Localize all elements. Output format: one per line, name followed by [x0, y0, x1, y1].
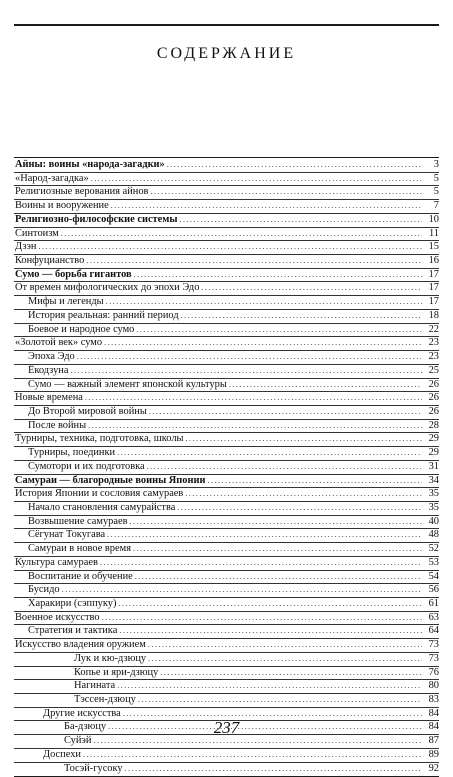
dot-leader: [148, 639, 422, 652]
toc-entry-page: 3: [433, 159, 439, 170]
toc-entry: [14, 475, 439, 489]
table-of-contents: [14, 157, 439, 777]
toc-entry: [14, 200, 439, 214]
toc-entry-title: Мифы и легенды: [28, 296, 104, 308]
toc-entry: [14, 324, 439, 338]
toc-entry-title: Дзэн: [15, 241, 37, 253]
toc-entry-page: 26: [428, 405, 439, 417]
dot-leader: [107, 529, 422, 542]
toc-entry: [14, 269, 439, 283]
dot-leader: [118, 598, 422, 611]
toc-entry-page: 22: [428, 323, 439, 335]
toc-entry-page: 89: [428, 748, 439, 760]
top-rule: [14, 24, 439, 26]
toc-entry-page: 80: [428, 680, 439, 692]
toc-entry-title: Бусидо: [28, 584, 60, 596]
dot-leader: [150, 186, 422, 199]
toc-entry-title: Военное искусство: [15, 611, 100, 623]
toc-entry-page: 48: [428, 529, 439, 541]
toc-entry-page: 87: [428, 735, 439, 747]
toc-entry-page: 5: [433, 186, 439, 198]
dot-leader: [207, 475, 422, 488]
toc-entry-page: 34: [428, 474, 439, 486]
toc-entry: [14, 543, 439, 557]
toc-entry-title: Синтоизм: [15, 227, 59, 239]
toc-entry-title: Возвышение самураев: [28, 515, 128, 527]
toc-entry-page: 26: [428, 378, 439, 390]
toc-entry-title: Самураи — благородные воины Японии: [15, 474, 206, 486]
toc-entry-title: Сумо — важный элемент японской культуры: [28, 378, 227, 390]
toc-entry: [14, 406, 439, 420]
toc-entry-page: 40: [428, 515, 439, 527]
dot-leader: [91, 173, 422, 186]
toc-entry-page: 31: [428, 460, 439, 472]
toc-entry: [14, 337, 439, 351]
dot-leader: [130, 516, 422, 529]
toc-entry: [14, 557, 439, 571]
toc-entry-page: 10: [428, 213, 439, 225]
toc-entry-page: 83: [428, 694, 439, 706]
dot-leader: [83, 749, 422, 762]
toc-entry-page: 92: [428, 762, 439, 774]
toc-entry-page: 17: [428, 296, 439, 308]
toc-entry-page: 11: [428, 227, 439, 239]
toc-entry-title: Копье и яри-дзюцу: [74, 666, 159, 678]
dot-leader: [179, 214, 422, 227]
toc-entry-title: История реальная: ранний период: [28, 309, 179, 321]
dot-leader: [167, 159, 422, 172]
toc-entry: [14, 461, 439, 475]
toc-entry-title: Искусство владения оружием: [15, 639, 146, 651]
toc-entry: [14, 186, 439, 200]
dot-leader: [160, 667, 422, 680]
toc-entry-title: Воины и вооружение: [15, 200, 109, 212]
toc-entry: [14, 694, 439, 708]
dot-leader: [77, 351, 422, 364]
dot-leader: [135, 571, 422, 584]
dot-leader: [62, 584, 422, 597]
toc-entry-title: Другие искусства: [43, 707, 121, 719]
toc-entry: [14, 241, 439, 255]
toc-entry: [14, 228, 439, 242]
toc-entry-page: 54: [428, 570, 439, 582]
toc-entry-title: Религиозные верования айнов: [15, 186, 149, 198]
dot-leader: [148, 653, 422, 666]
toc-entry-title: История Японии и сословия самураев: [15, 488, 184, 500]
toc-entry: [14, 488, 439, 502]
toc-entry: [14, 420, 439, 434]
toc-entry-title: Ба-дзюцу: [64, 721, 107, 733]
toc-entry-page: 56: [428, 584, 439, 596]
dot-leader: [61, 228, 422, 241]
toc-entry-page: 18: [428, 309, 439, 321]
toc-entry-page: 7: [433, 200, 439, 212]
toc-entry-page: 16: [428, 255, 439, 267]
dot-leader: [85, 392, 422, 405]
toc-entry: [14, 351, 439, 365]
toc-entry-title: «Народ-загадка»: [15, 172, 89, 184]
dot-leader: [38, 241, 422, 254]
toc-entry-title: Турниры, техника, подготовка, школы: [15, 433, 184, 445]
toc-entry-title: Сумо — борьба гигантов: [15, 268, 132, 280]
dot-leader: [138, 694, 422, 707]
page-title: СОДЕРЖАНИЕ: [156, 45, 297, 62]
toc-entry-title: Новые времена: [15, 392, 83, 404]
toc-entry: [14, 749, 439, 763]
dot-leader: [119, 625, 422, 638]
dot-leader: [117, 680, 422, 693]
toc-entry-page: 23: [428, 337, 439, 349]
toc-entry-title: Сёгунат Токугава: [28, 529, 106, 541]
toc-entry-title: Суйэй: [64, 735, 92, 747]
toc-entry: [14, 310, 439, 324]
toc-entry-page: 29: [428, 433, 439, 445]
toc-entry: [14, 625, 439, 639]
dot-leader: [149, 406, 422, 419]
toc-entry-page: 17: [428, 268, 439, 280]
toc-entry-page: 63: [428, 611, 439, 623]
toc-entry: [14, 598, 439, 612]
dot-leader: [181, 310, 422, 323]
toc-entry-title: Тэссен-дзюцу: [74, 694, 136, 706]
toc-entry-title: Культура самураев: [15, 556, 98, 568]
toc-entry: [14, 667, 439, 681]
toc-entry-page: 26: [428, 392, 439, 404]
toc-entry-title: Боевое и народное сумо: [28, 323, 135, 335]
toc-entry-title: Айны: воины «народа-загадки»: [15, 159, 165, 170]
toc-entry: [14, 159, 439, 173]
toc-entry: [14, 763, 439, 776]
toc-entry-title: Эпоха Эдо: [28, 351, 75, 363]
toc-entry-title: После войны: [28, 419, 87, 431]
toc-entry-page: 73: [428, 652, 439, 664]
toc-entry-title: Харакири (сэппуку): [28, 598, 117, 609]
toc-entry-page: 29: [428, 447, 439, 459]
toc-entry: [14, 639, 439, 653]
toc-entry: [14, 680, 439, 694]
dot-leader: [88, 420, 422, 433]
toc-entry-page: 76: [428, 666, 439, 678]
toc-entry-page: 64: [428, 625, 439, 637]
toc-entry: [14, 584, 439, 598]
page-number: 237: [213, 718, 240, 737]
toc-entry-page: 23: [428, 351, 439, 363]
toc-entry-title: От времен мифологических до эпохи Эдо: [15, 282, 200, 294]
dot-leader: [117, 447, 422, 460]
toc-entry-page: 15: [428, 241, 439, 253]
toc-entry-page: 17: [428, 282, 439, 294]
dot-leader: [201, 282, 422, 295]
dot-leader: [134, 269, 422, 282]
dot-leader: [100, 557, 422, 570]
dot-leader: [133, 543, 422, 556]
toc-entry-page: 84: [428, 721, 439, 733]
toc-entry: [14, 392, 439, 406]
toc-entry-title: До Второй мировой войны: [28, 405, 147, 417]
toc-entry-title: «Золотой век» сумо: [15, 337, 103, 349]
toc-entry: [14, 433, 439, 447]
toc-entry: [14, 379, 439, 393]
toc-entry-page: 35: [428, 488, 439, 500]
toc-entry-title: Стратегия и тактика: [28, 625, 118, 637]
toc-entry-title: Начало становления самурайства: [28, 501, 176, 513]
toc-entry: [14, 653, 439, 667]
toc-entry: [14, 365, 439, 379]
toc-entry-title: Религиозно-философские системы: [15, 213, 178, 225]
toc-entry-title: Нагината: [74, 680, 116, 692]
toc-entry-page: 84: [428, 707, 439, 719]
dot-leader: [70, 365, 422, 378]
toc-entry: [14, 571, 439, 585]
toc-entry-title: Турниры, поединки: [28, 447, 116, 459]
toc-entry: [14, 612, 439, 626]
dot-leader: [186, 433, 423, 446]
toc-entry-page: 5: [433, 172, 439, 184]
dot-leader: [147, 461, 422, 474]
dot-leader: [229, 379, 422, 392]
toc-entry-page: 52: [428, 543, 439, 555]
toc-entry-page: 28: [428, 419, 439, 431]
toc-entry: [14, 214, 439, 228]
toc-entry-title: Тосэй-гусоку: [64, 762, 123, 774]
toc-entry: [14, 516, 439, 530]
toc-entry-title: Ёкодзуна: [28, 364, 69, 376]
toc-entry-page: 61: [428, 598, 439, 609]
dot-leader: [177, 502, 422, 515]
dot-leader: [125, 763, 422, 776]
dot-leader: [185, 488, 422, 501]
toc-entry: [14, 529, 439, 543]
dot-leader: [86, 255, 422, 268]
toc-entry: [14, 447, 439, 461]
toc-entry-title: Конфуцианство: [15, 255, 85, 267]
toc-entry: [14, 296, 439, 310]
toc-entry: [14, 255, 439, 269]
toc-entry-title: Лук и кю-дзюцу: [74, 652, 147, 664]
toc-entry-title: Воспитание и обучение: [28, 570, 133, 582]
dot-leader: [111, 200, 422, 213]
toc-entry-title: Доспехи: [43, 748, 81, 760]
toc-entry-title: Сумотори и их подготовка: [28, 460, 145, 472]
toc-entry-page: 73: [428, 639, 439, 651]
toc-entry-page: 53: [428, 556, 439, 568]
dot-leader: [104, 337, 422, 350]
toc-entry: [14, 282, 439, 296]
toc-entry-page: 35: [428, 501, 439, 513]
toc-entry: [14, 173, 439, 187]
toc-entry-page: 25: [428, 364, 439, 376]
toc-entry: [14, 502, 439, 516]
dot-leader: [136, 324, 422, 337]
toc-entry-title: Самураи в новое время: [28, 543, 131, 555]
dot-leader: [102, 612, 422, 625]
dot-leader: [106, 296, 422, 309]
